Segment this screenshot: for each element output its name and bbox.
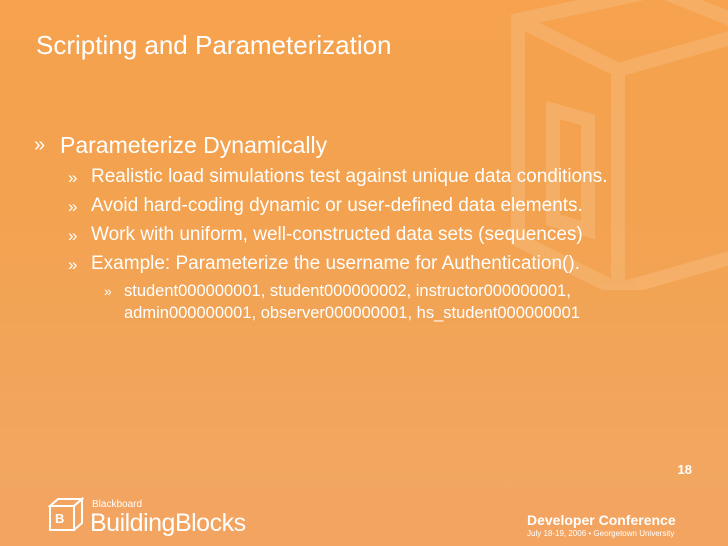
bullet-marker: » — [68, 226, 78, 246]
bullet-level-2 — [34, 222, 694, 247]
page-number: 18 — [677, 462, 692, 477]
bullet-marker: » — [68, 197, 78, 217]
bullet-level-2 — [34, 164, 694, 189]
bullet-level-1 — [34, 132, 694, 158]
bullet-text: Work with uniform, well-constructed data sets (sequences) — [91, 224, 583, 246]
bullet-level-2 — [34, 193, 694, 218]
bullet-level-3 — [34, 280, 694, 324]
logo-brand-name: BuildingBlocks — [90, 509, 246, 537]
conference-title: Developer Conference — [527, 512, 676, 528]
bullet-marker: » — [68, 255, 78, 275]
slide-content — [34, 132, 694, 324]
slide-title: Scripting and Parameterization — [36, 30, 392, 60]
building-blocks-logo-icon — [46, 496, 84, 534]
bullet-level-2 — [34, 251, 694, 276]
bullet-text: Example: Parameterize the username for Authentication(). — [91, 253, 580, 275]
svg-text:B: B — [55, 511, 65, 526]
bullet-text: Parameterize Dynamically — [60, 132, 328, 158]
bullet-text: student000000001, student000000002, instructor000000001, admin000000001, observer000000001, hs_student000000001 — [124, 282, 580, 323]
bullet-text: Avoid hard-coding dynamic or user-defined data elements. — [91, 195, 583, 217]
logo-brand-small: Blackboard — [92, 499, 143, 510]
bullet-marker: » — [34, 134, 46, 156]
bullet-marker: » — [104, 283, 112, 300]
bullet-marker: » — [68, 168, 78, 188]
conference-details: July 18-19, 2006 • Georgetown University — [527, 529, 675, 538]
bullet-text: Realistic load simulations test against unique data conditions. — [91, 166, 608, 188]
